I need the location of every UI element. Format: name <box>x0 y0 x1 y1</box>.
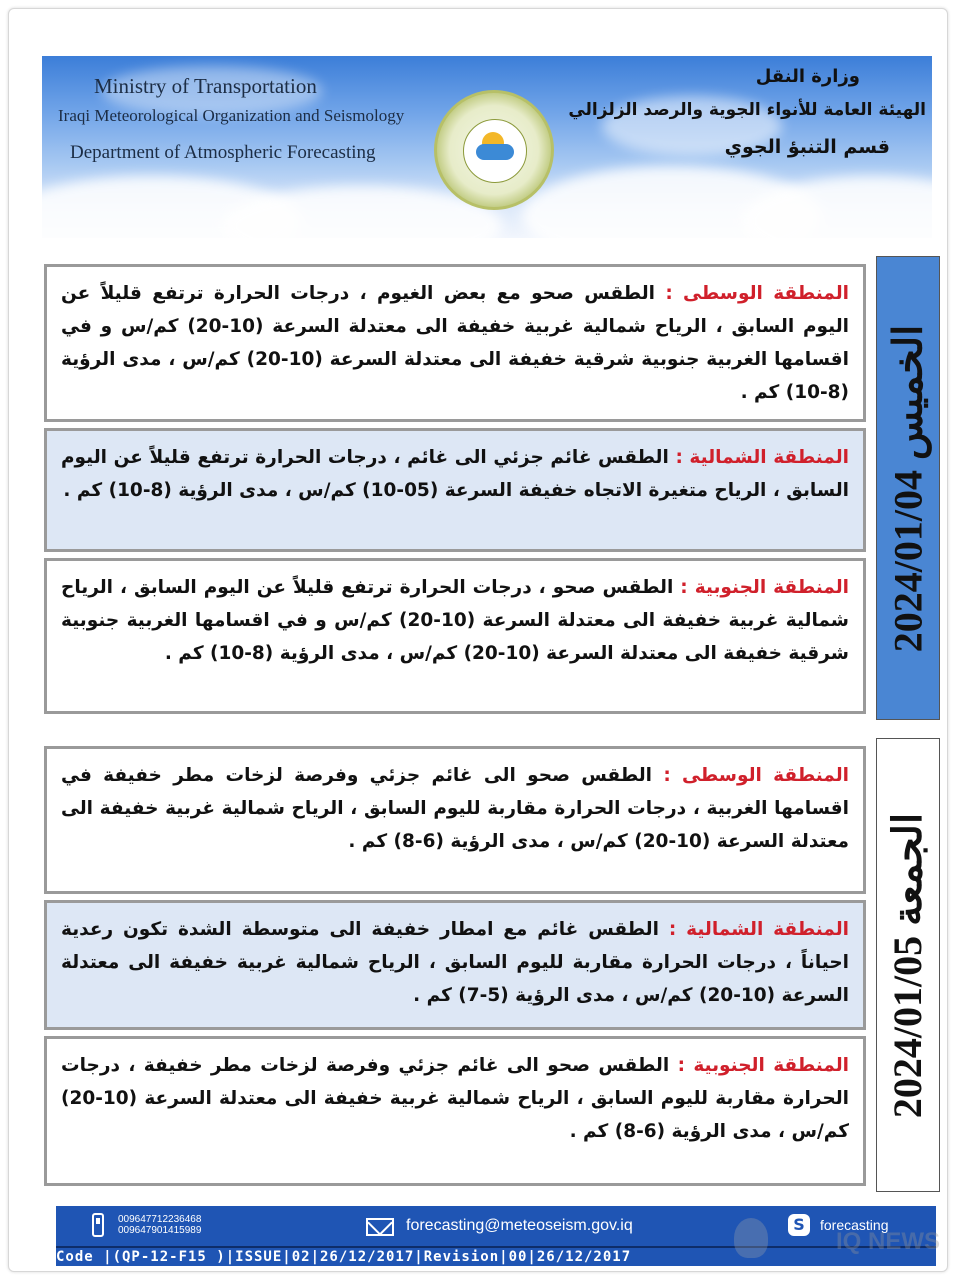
watermark: IQ NEWS <box>835 1228 940 1255</box>
region-text: الطقس صحو ، درجات الحرارة ترتفع قليلاً عن اليوم السابق ، الرياح شمالية غربية خفيفة الى معتدلة السرعة (10-20) كم/س و في اقسامها الغربية جنوبية شرقية خفيفة الى معتدلة السرعة (10-20) كم/س ، مدى الرؤية (8-10) كم . <box>61 577 849 664</box>
region-name: المنطقة الجنوبية : <box>680 577 849 598</box>
organization-en: Iraqi Meteorological Organization and Seismology <box>58 106 405 125</box>
day-label: الجمعة 2024/01/05 <box>885 812 931 1118</box>
region-text: الطقس صحو الى غائم جزئي وفرصة لزخات مطر خفيفة في اقسامها الغربية ، درجات الحرارة مقاربة لليوم السابق ، الرياح شمالية غربية خفيفة الى معتدلة السرعة (10-20) كم/س ، مدى الرؤية (6-8) كم . <box>61 765 849 852</box>
day-tab-friday <box>876 738 940 1192</box>
skype-icon: S <box>788 1214 810 1236</box>
region-name: المنطقة الجنوبية : <box>677 1055 849 1076</box>
region-text: الطقس صحو مع بعض الغيوم ، درجات الحرارة ترتفع قليلاً عن اليوم السابق ، الرياح شمالية غربية خفيفة الى معتدلة السرعة (10-20) كم/س و في اقسامها الغربية جنوبية شرقية خفيفة الى معتدلة السرعة (10-20) كم/س ، مدى الرؤية (8-10) كم . <box>61 283 849 403</box>
region-text: الطقس صحو الى غائم جزئي وفرصة لزخات مطر خفيفة ، درجات الحرارة مقاربة لليوم السابق ، الرياح شمالية غربية خفيفة الى معتدلة السرعة (10-20) كم/س ، مدى الرؤية (6-8) كم . <box>61 1055 849 1142</box>
phone-icon <box>92 1213 104 1237</box>
day-label: الخميس 2024/01/04 <box>885 324 931 652</box>
region-text: الطقس غائم جزئي الى غائم ، درجات الحرارة ترتفع قليلاً عن اليوم السابق ، الرياح متغيرة الاتجاه خفيفة السرعة (05-10) كم/س ، مدى الرؤية (8-10) كم . <box>61 447 849 501</box>
watermark-icon <box>734 1218 768 1258</box>
document-code-line: Code |(QP-12-F15 )|ISSUE|02|26/12/2017|Revision|00|26/12/2017 <box>56 1246 936 1266</box>
region-name: المنطقة الشمالية : <box>668 919 849 940</box>
weather-logo-icon <box>463 119 527 183</box>
phone-numbers <box>118 1214 201 1236</box>
email-address[interactable]: forecasting@meteoseism.gov.iq <box>406 1217 633 1234</box>
organization-logo <box>434 90 554 210</box>
region-south-day2 <box>44 1036 866 1186</box>
header-banner <box>42 56 932 238</box>
region-north-day2 <box>44 900 866 1030</box>
ministry-en: Ministry of Transportation <box>94 74 317 98</box>
day-block-friday <box>44 738 944 1192</box>
region-south-day1 <box>44 558 866 714</box>
department-en: Department of Atmospheric Forecasting <box>70 142 376 163</box>
region-name: المنطقة الوسطى : <box>665 283 849 304</box>
region-text: الطقس غائم مع امطار خفيفة الى متوسطة الشدة تكون رعدية احياناً ، درجات الحرارة مقاربة لليوم السابق ، الرياح شمالية غربية خفيفة الى معتدلة السرعة (10-20) كم/س ، مدى الرؤية (5-7) كم . <box>61 919 849 1006</box>
organization-ar: الهيئة العامة للأنواء الجوية والرصد الزلزالي <box>568 100 926 120</box>
footer-bar <box>56 1206 936 1264</box>
region-name: المنطقة الوسطى : <box>663 765 849 786</box>
phone-number: 009647901415989 <box>118 1225 202 1236</box>
region-central-day1 <box>44 264 866 422</box>
department-ar: قسم التنبؤ الجوي <box>724 136 890 158</box>
phone-number: 009647712236468 <box>118 1214 202 1225</box>
region-north-day1 <box>44 428 866 552</box>
region-name: المنطقة الشمالية : <box>675 447 849 468</box>
skype-handle[interactable]: forecasting <box>820 1217 889 1233</box>
mail-icon <box>366 1218 394 1236</box>
region-central-day2 <box>44 746 866 894</box>
day-tab-thursday <box>876 256 940 720</box>
day-block-thursday <box>44 256 944 720</box>
ministry-ar: وزارة النقل <box>755 66 860 87</box>
